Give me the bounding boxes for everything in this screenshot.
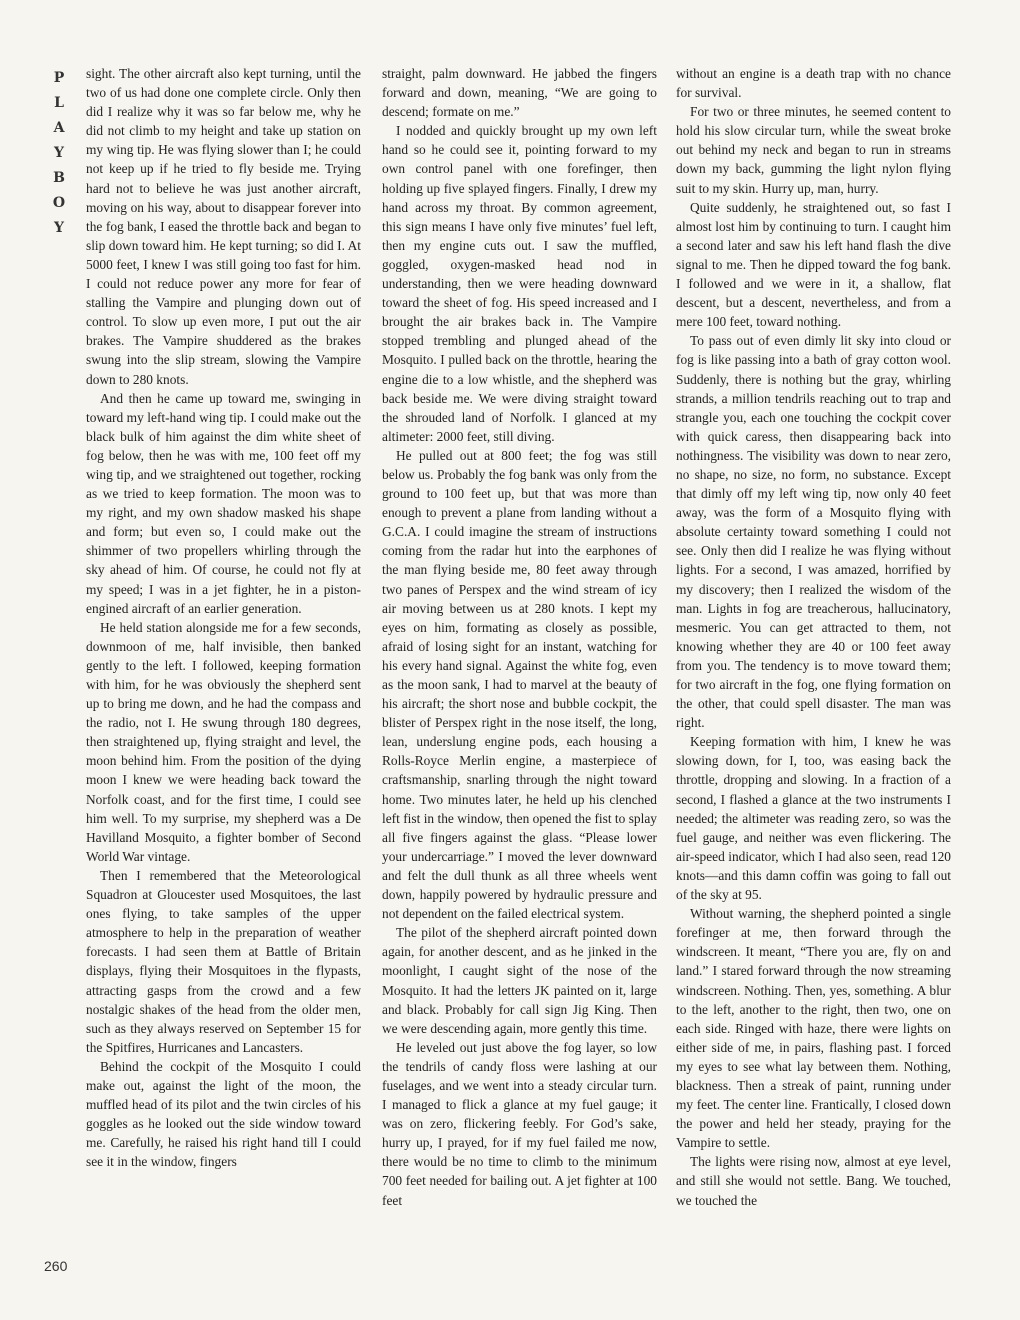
running-head-magazine-title: [48, 66, 70, 241]
paragraph: straight, palm downward. He jabbed the fingers forward and down, meaning, “We are going to descend; formate on me.”: [382, 66, 657, 120]
paragraph: Then I remembered that the Meteorological Squadron at Gloucester used Mosquitoes, the last ones flying, to take samples of the upper atmosphere to help in the preparation of weather forecasts. I had seen them at Battle of Britain displays, flying their Mosquitoes in the flypasts, attracting gasps from the crowd and a few nostalgic shakes of the head from the older men, such as they always reserved on September 15 for the Spitfires, Hurricanes and Lancasters.: [86, 867, 361, 1055]
paragraph: I nodded and quickly brought up my own left hand so he could see it, pointing forward to my own control panel with one forefinger, then holding up five splayed fingers. Finally, I drew my hand across my throat. By common agreement, this sign means I have only five minutes’ fuel left, then my engine cuts out. I saw the muffled, goggled, oxygen-masked head nod in understanding, then we were heading downward toward the sheet of fog. His speed increased and I brought the air brakes back in. The Vampire stopped trembling and plunged ahead of the Mosquito. I pulled back on the throttle, hearing the engine die to a low whistle, and the shepherd was back beside me. We were diving straight toward the shrouded land of Norfolk. I glanced at my altimeter: 2000 feet, still diving.: [382, 123, 657, 444]
paragraph: Without warning, the shepherd pointed a single forefinger at me, then forward through the windscreen. It meant, “There you are, fly on and land.” I stared forward through the now streaming windscreen. Nothing. Then, yes, something. A blur to the left, another to the right, then two, one on each side. Ringed with haze, there were lights on either side of me, in pairs, flashing past. I forced my eyes to see what lay between them. Nothing, blackness. Then a streak of paint, running under my feet. The center line. Frantically, I closed down the power and held her steady, praying for the Vampire to settle.: [676, 906, 951, 1151]
text-column-1: [86, 64, 361, 1290]
paragraph: And then he came up toward me, swinging in toward my left-hand wing tip. I could make out the black bulk of him against the dim white sheet of fog below, then he was with me, 100 feet off my wing tip, and we straightened out together, rocking as we tried to keep formation. The moon was to my right, and my own shadow masked his shape and form; but even so, I could make out the shimmer of two propellers whirling through the sky ahead of him. Of course, he could not fly at my speed; I was in a jet fighter, he in a piston-engined aircraft of an earlier generation.: [86, 390, 361, 616]
running-head-letter: P: [53, 70, 65, 86]
paragraph: For two or three minutes, he seemed content to hold his slow circular turn, while the sweat broke out behind my neck and began to run in streams down my back, gumming the light nylon flying suit to my skin. Hurry up, man, hurry.: [676, 104, 951, 196]
running-head-letter: L: [54, 95, 64, 111]
paragraph: He leveled out just above the fog layer, so low the tendrils of candy floss were lashing at our fuselages, and we went into a steady circular turn. I managed to flick a glance at my fuel gauge; it was on zero, flickering feebly. For God’s sake, hurry up, I prayed, for if my fuel failed me now, there would be no time to climb to the minimum 700 feet needed for bailing out. A jet fighter at 100 feet: [382, 1039, 657, 1208]
paragraph: To pass out of even dimly lit sky into cloud or fog is like passing into a bath of gray cotton wool. Suddenly, there is nothing but the gray, whirling strands, a million tendrils reaching out to trap and strangle you, each one touching the cockpit cover with quick caress, then disappearing back into nothingness. The visibility was down to near zero, no shape, no size, no form, no substance. Except that dimly off my left wing tip, now only 40 feet away, was the form of a Mosquito flying with absolute certainty toward something I could not see. Only then did I realize he was flying without lights. For a second, I was amazed, horrified by my discovery; then I realized the wisdom of the man. Lights in fog are treacherous, hallucinatory, mesmeric. You can get attracted to them, not knowing whether they are 40 or 100 feet away from you. The tendency is to move toward them; for two aircraft in the fog, one flying formation on the other, that could spell disaster. The man was right.: [676, 333, 951, 731]
running-head-letter: Y: [54, 220, 64, 236]
page-number: 260: [44, 1258, 68, 1274]
paragraph: The pilot of the shepherd aircraft pointed down again, for another descent, and as he jinked in the moonlight, I caught sight of the nose of the Mosquito. It had the letters JK painted on it, large and black. Probably for call sign Jig King. Then we were descending again, more gently this time.: [382, 925, 657, 1036]
paragraph: He held station alongside me for a few seconds, downmoon of me, half invisible, then banked gently to the left. I followed, keeping formation with him, for he was obviously the shepherd sent up to bring me down, and he had the compass and the radio, not I. He swung through 180 degrees, then straightened up, flying straight and level, the moon behind him. From the position of the dying moon I knew we were heading back toward the Norfolk coast, and for the first time, I could see him well. To my surprise, my shepherd was a De Havilland Mosquito, a fighter bomber of Second World War vintage.: [86, 619, 361, 864]
paragraph: He pulled out at 800 feet; the fog was still below us. Probably the fog bank was only from the ground to 100 feet up, but that was more than enough to prevent a plane from landing without a G.C.A. I could imagine the stream of instructions coming from the radar hut into the earphones of the man flying beside me, 80 feet away through two panes of Perspex and the wind stream of icy air moving between us at 280 knots. I kept my eyes on him, formating as closely as possible, afraid of losing sight for an instant, watching for his every hand signal. Against the white fog, even as the moon sank, I had to marvel at the beauty of his aircraft; the short nose and bubble cockpit, the blister of Perspex right in the nose itself, the long, lean, underslung engine pods, each housing a Rolls-Royce Merlin engine, a masterpiece of craftsmanship, snarling through the night toward home. Two minutes later, he held up his clenched left fist in the window, then opened the fist to splay all five fingers against the glass. “Please lower your undercarriage.” I moved the lever downward and felt the dull thunk as all three wheels went down, happily powered by hydraulic pressure and not dependent on the failed electrical system.: [382, 447, 657, 922]
paragraph: Quite suddenly, he straightened out, so fast I almost lost him by continuing to turn. I caught him a second later and saw his left hand flash the dive signal to me. Then he dipped toward the fog bank. I followed and we were in it, a shallow, flat descent, but a descent, nevertheless, and from a mere 100 feet, toward nothing.: [676, 199, 951, 330]
text-column-2: [382, 64, 657, 1290]
paragraph: sight. The other aircraft also kept turning, until the two of us had done one complete circle. Only then did I realize why it was so far below me, why he did not climb to my height and take up station on my wing tip. He was flying slower than I; he could not keep up if he tried to fly beside me. Trying hard not to believe he was just another aircraft, moving on his way, about to disappear forever into the fog bank, I eased the throttle back and began to slip down toward him. He kept turning; so did I. At 5000 feet, I knew I was still going too fast for him. I could not reduce power any more for fear of stalling the Vampire and plunging down out of control. To slow up even more, I put out the air brakes. The Vampire shuddered as the brakes swung into the slip stream, slowing the Vampire down to 280 knots.: [86, 66, 361, 387]
paragraph: Keeping formation with him, I knew he was slowing down, for I, too, was easing back the throttle, dropping and slowing. In a fraction of a second, I flashed a glance at the two instruments I needed; the altimeter was reading zero, so was the fuel gauge, and neither was even flickering. The air-speed indicator, which I had also seen, read 120 knots—and this damn coffin was going to fall out of the sky at 95.: [676, 734, 951, 903]
text-column-3: [676, 64, 951, 1290]
paragraph: The lights were rising now, almost at eye level, and still she would not settle. Bang. We touched, we touched the: [676, 1154, 951, 1208]
running-head-letter: Y: [54, 145, 64, 161]
running-head-letter: A: [53, 120, 65, 136]
running-head-letter: O: [52, 195, 66, 211]
paragraph: without an engine is a death trap with no chance for survival.: [676, 66, 951, 101]
running-head-letter: B: [53, 170, 65, 186]
paragraph: Behind the cockpit of the Mosquito I could make out, against the light of the moon, the muffled head of its pilot and the twin circles of his goggles as he looked out the side window toward me. Carefully, he raised his right hand till I could see it in the window, fingers: [86, 1058, 361, 1170]
